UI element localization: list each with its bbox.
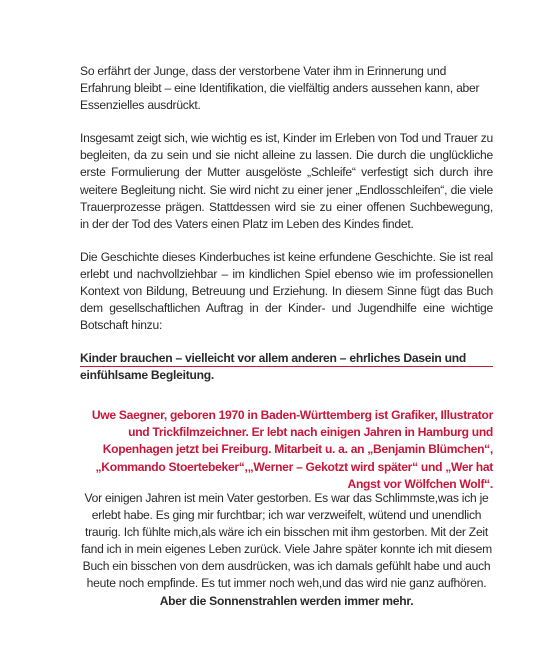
paragraph-identification: So erfährt der Junge, dass der verstorbene Vater ihm in Erinnerung und Erfahrung bleibt – eine Identifikation, die vielfältig anders aussehen kann, aber Essenzielles ausdrückt. [80, 64, 480, 113]
section-divider [80, 366, 493, 367]
afterword-text [80, 63, 493, 401]
author-quote [80, 490, 493, 610]
author-quote-text: Vor einigen Jahren ist mein Vater gestorben. Es war das Schlimmste,was ich je erlebt habe. Es ging mir furchtbar; ich war verzweifelt, wütend und unendlich traurig. Ich fühlte mich,als wäre ich ein bisschen mit ihm gestorben. Mit der Zeit fand ich in mein eigenes Leben zurück. Viele Jahre später konnte ich mit diesem Buch ein bisschen von dem ausdrücken, was ich damals gefühlt habe und auch heute noch empfinde. Es tut immer noch weh,und das wird nie ganz aufhören. [81, 491, 492, 591]
author-quote-closing: Aber die Sonnenstrahlen werden immer mehr. [159, 593, 414, 608]
conclusion-statement: Kinder brauchen – vielleicht vor allem anderen – ehrliches Dasein und einfühlsame Begleitung. [80, 351, 467, 383]
paragraph-accompaniment: Insgesamt zeigt sich, wie wichtig es ist, Kinder im Erleben von Tod und Trauer zu begleiten, da zu sein und sie nicht alleine zu lassen. Die durch die unglückliche erste Formulierung der Mutter ausgelöste „Schleife“ verfestigt sich durch ihre weitere Begleitung nicht. Sie wird nicht zu einer jener „Endlosschleifen“, die viele Trauerprozesse prägen. Stattdessen wird sie zu einer offenen Suchbewegung, in der der Tod des Vaters einen Platz im Leben des Kindes findet. [80, 131, 493, 231]
author-bio: Uwe Saegner, geboren 1970 in Baden-Württemberg ist Grafiker, Illustrator und Trickfilmzeichner. Er lebt nach einigen Jahren in Hamburg und Kopenhagen jetzt bei Freiburg. Mitarbeit u. a. an „Benjamin Blümchen“,„Kommando Stoertebeker“,„Werner – Gekotzt wird später“ und „Wer hat Angst vor Wölfchen Wolf“. [91, 408, 493, 491]
paragraph-real-story: Die Geschichte dieses Kinderbuches ist keine erfundene Geschichte. Sie ist real erlebt und nachvollziehbar – im kindlichen Spiel ebenso wie im professionellen Kontext von Bildung, Betreuung und Erziehung. In diesem Sinne fügt das Buch dem gesellschaftlichen Auftrag in der Kinder- und Jugendhilfe eine wichtige Botschaft hinzu: [80, 249, 493, 333]
